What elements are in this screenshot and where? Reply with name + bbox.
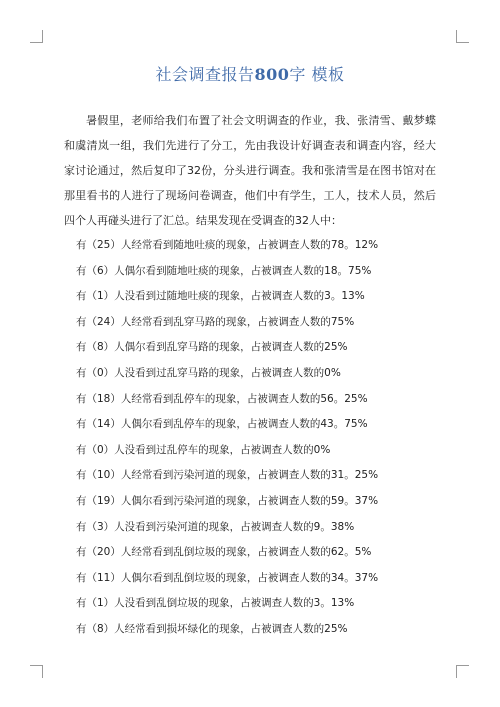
survey-result-line: 有（8）人经常看到损坏绿化的现象，占被调查人数的25% — [76, 622, 348, 635]
survey-result-line: 有（18）人经常看到乱停车的现象，占被调查人数的56。25% — [76, 392, 368, 405]
survey-result-line: 有（14）人偶尔看到乱停车的现象，占被调查人数的43。75% — [76, 418, 368, 431]
title-suffix: 字 模板 — [289, 65, 345, 84]
survey-result-line: 有（0）人没看到过乱穿马路的现象，占被调查人数的0% — [76, 366, 341, 379]
survey-results-list — [64, 233, 444, 643]
survey-result-line: 有（11）人偶尔看到乱倒垃圾的现象，占被调查人数的34。37% — [76, 571, 379, 584]
survey-result-line: 有（6）人偶尔看到随地吐痰的现象，占被调查人数的18。75% — [76, 264, 372, 277]
survey-result-line: 有（1）人没看到乱倒垃圾的现象，占被调查人数的3。13% — [76, 597, 355, 610]
survey-result-line: 有（1）人没看到过随地吐痰的现象，占被调查人数的3。13% — [76, 290, 365, 303]
intro-paragraph: 暑假里，老师给我们布置了社会文明调查的作业，我、张清雪、戴梦蝶和虞清岚一组，我们先进行了分工，先由我设计好调查表和调查内容，经大家讨论通过，然后复印了32份，分头进行调查。我和张清雪是在图书馆对在那里看书的人进行了现场问卷调查，他们中有学生，工人，技术人员，然后四个人再碰头进行了汇总。结果发现在受调查的32人中： — [64, 114, 436, 227]
survey-result-line: 有（8）人偶尔看到乱穿马路的现象，占被调查人数的25% — [76, 341, 348, 354]
survey-result-line: 有（20）人经常看到乱倒垃圾的现象，占被调查人数的62。5% — [76, 546, 372, 559]
crop-mark-bottom-right — [456, 665, 469, 678]
document-title — [0, 62, 500, 85]
survey-result-line: 有（24）人经常看到乱穿马路的现象，占被调查人数的75% — [76, 315, 355, 328]
survey-result-line: 有（19）人偶尔看到污染河道的现象，占被调查人数的59。37% — [76, 494, 379, 507]
crop-mark-bottom-left — [30, 665, 43, 678]
title-prefix: 社会调查报告 — [155, 65, 255, 84]
survey-result-line: 有（0）人没看到过乱停车的现象，占被调查人数的0% — [76, 443, 331, 456]
survey-result-line: 有（25）人经常看到随地吐痰的现象，占被调查人数的78。12% — [76, 239, 379, 251]
survey-result-line: 有（10）人经常看到污染河道的现象，占被调查人数的31。25% — [76, 469, 379, 482]
crop-mark-top-right — [456, 30, 469, 43]
crop-mark-top-left — [30, 30, 43, 43]
survey-result-line: 有（3）人没看到污染河道的现象，占被调查人数的9。38% — [76, 520, 355, 533]
title-number: 800 — [254, 65, 290, 84]
